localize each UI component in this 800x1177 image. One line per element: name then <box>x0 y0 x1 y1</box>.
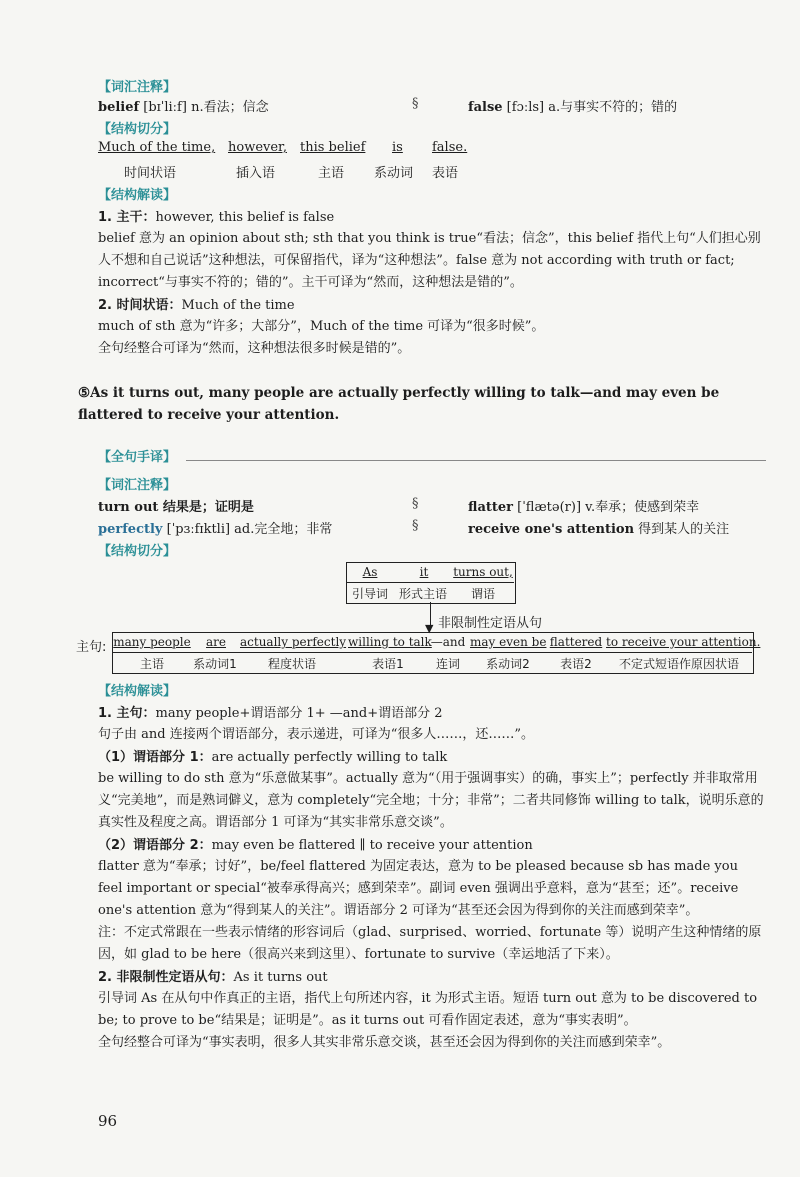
arrow-down-icon: ▼ <box>425 622 434 635</box>
clause-word: turns out, <box>453 565 513 579</box>
split-role-4: 系动词 <box>374 166 414 181</box>
analysis-tag-2: 【结构解读】 <box>98 684 177 699</box>
vocab-entry-belief <box>98 96 269 115</box>
predicate-1-explanation: be willing to do sth 意为“乐意做某事”。actually 意为“（用于强调事实）的确，事实上”；perfectly 并非取常用义“完美地”，而是熟词僻义，意为 completely“完全地；十分；非常”；二者共同修饰 willing to talk，说明乐意的真实性及程度之高。谓语部分 1 可译为“其实非常乐意交谈”。 <box>98 771 764 830</box>
main-clause-label: 主句: <box>76 640 107 655</box>
main-word: actually perfectly <box>240 635 347 649</box>
clause-role: 引导词 <box>351 587 388 601</box>
clause-word: As <box>362 565 378 579</box>
main-clause-heading: 1. 主干：however, this belief is false <box>98 210 335 225</box>
split-role-5: 表语 <box>432 166 459 181</box>
split-role-3: 主语 <box>318 166 345 181</box>
vocab-entry-receive-attention: receive one's attention 得到某人的关注 <box>468 522 730 537</box>
main-word: many people <box>113 635 191 649</box>
vocab-entry-turn-out: turn out 结果是；证明是 <box>98 500 254 515</box>
vocab-entry-flatter: flatter [ˈflætə(r)] v.奉承；使感到荣幸 <box>468 500 700 515</box>
main-clause-explanation-2: 句子由 and 连接两个谓语部分，表示递进，可译为“很多人……，还……”。 <box>98 727 535 742</box>
split-word-2: however, <box>228 140 287 155</box>
split-word-5: false. <box>432 140 468 155</box>
grammar-note: 注：不定式常跟在一些表示情绪的形容词后（glad、surprised、worried、fortunate 等）说明产生这种情绪的原因，如 glad to be here（很高兴来到这里）、fortunate to survive（幸运地活了下来）。 <box>98 925 762 962</box>
time-adverbial-heading: 2. 时间状语：Much of the time <box>98 298 295 313</box>
main-word: may even be <box>470 635 547 649</box>
divider-squiggle: § <box>412 496 419 511</box>
predicate-2-heading: （2）谓语部分 2：may even be flattered ∥ to receive your attention <box>98 838 533 853</box>
clause-word: it <box>419 565 429 579</box>
split-word-1: Much of the time, <box>98 140 216 155</box>
vocab-entry-false <box>468 96 677 115</box>
main-role: 系动词1 <box>193 657 237 671</box>
translation-blank-line[interactable] <box>186 460 766 461</box>
clause-role: 形式主语 <box>398 587 447 601</box>
main-word: flattered <box>549 635 603 649</box>
full-translation-2: 全句经整合可译为“事实表明，很多人其实非常乐意交谈，甚至还会因为得到你的关注而感到荣幸”。 <box>98 1035 671 1050</box>
relative-clause-explanation: 引导词 As 在从句中作真正的主语，指代上句所述内容，it 为形式主语。短语 turn out 意为 to be discovered to be; to prove to be“结果是；证明是”。as it turns out 可看作固定表述，意为“事实表明”。 <box>98 991 758 1028</box>
analysis-tag-1: 【结构解读】 <box>98 188 177 203</box>
main-role: 不定式短语作原因状语 <box>618 657 739 671</box>
main-role: 表语2 <box>560 657 592 671</box>
main-word: —and <box>430 635 466 649</box>
clause-box-divider <box>346 582 514 583</box>
split-role-1: 时间状语 <box>124 166 177 181</box>
predicate-2-explanation: flatter 意为“奉承；讨好”，be/feel flattered 为固定表达，意为 to be pleased because sb has made you feel important or special“被奉承得高兴；感到荣幸”。副词 even 强调出乎意料，意为“甚至；还”。receive one's attention 意为“得到某人的关注”。谓语部分 2 可译为“甚至还会因为得到你的关注而感到荣幸”。 <box>98 859 739 918</box>
split-role-2: 插入语 <box>236 166 276 181</box>
main-word: are <box>206 635 226 649</box>
split-word-4: is <box>392 140 403 155</box>
main-role: 主语 <box>139 657 164 671</box>
vocab-tag-2: 【词汇注释】 <box>98 478 177 493</box>
main-clause-divider <box>112 652 752 653</box>
split-tag-1: 【结构切分】 <box>98 122 177 137</box>
main-role: 表语1 <box>372 657 404 671</box>
main-word: to receive your attention. <box>606 635 761 649</box>
divider-squiggle: § <box>412 96 419 111</box>
translate-tag: 【全句手译】 <box>98 450 177 465</box>
vocab-def: [fɔːls] a.与事实不符的；错的 <box>502 100 678 115</box>
predicate-1-heading: （1）谓语部分 1：are actually perfectly willing to talk <box>98 750 448 765</box>
time-adverbial-explanation: much of sth 意为“许多；大部分”，Much of the time 可译为“很多时候”。 <box>98 319 545 334</box>
divider-squiggle: § <box>412 518 419 533</box>
vocab-def: [bɪˈliːf] n.看法；信念 <box>139 100 269 115</box>
vocab-tag-1: 【词汇注释】 <box>98 80 177 95</box>
vocab-word: belief <box>98 100 140 115</box>
main-word: willing to talk <box>348 635 432 649</box>
main-role: 程度状语 <box>267 657 316 671</box>
split-word-3: this belief <box>300 140 366 155</box>
main-role: 连词 <box>435 657 460 671</box>
main-role: 系动词2 <box>486 657 530 671</box>
clause-role: 谓语 <box>470 587 495 601</box>
vocab-word: false <box>468 100 503 115</box>
page-number: 96 <box>98 1112 118 1130</box>
vocab-entry-perfectly: perfectly [ˈpɜːfɪktli] ad.完全地；非常 <box>98 522 333 537</box>
clause-type-label: 非限制性定语从句 <box>438 616 543 631</box>
main-clause-explanation: belief 意为 an opinion about sth; sth that you think is true“看法；信念”，this belief 指代上句“人们担心别人不想和自己说话”这种想法，可保留指代，译为“这种想法”。false 意为 not according with truth or fact; incorrect“与事实不符的；错的”。主干可译为“然而，这种想法是错的”。 <box>98 231 761 290</box>
split-tag-2: 【结构切分】 <box>98 544 177 559</box>
key-sentence: ⑤As it turns out, many people are actually perfectly willing to talk—and may even be flattered to receive your attention. <box>78 385 720 423</box>
relative-clause-heading: 2. 非限制性定语从句：As it turns out <box>98 970 328 985</box>
main-clause-heading-2: 1. 主句：many people+谓语部分 1+ —and+谓语部分 2 <box>98 706 443 721</box>
full-translation-1: 全句经整合可译为“然而，这种想法很多时候是错的”。 <box>98 341 411 356</box>
